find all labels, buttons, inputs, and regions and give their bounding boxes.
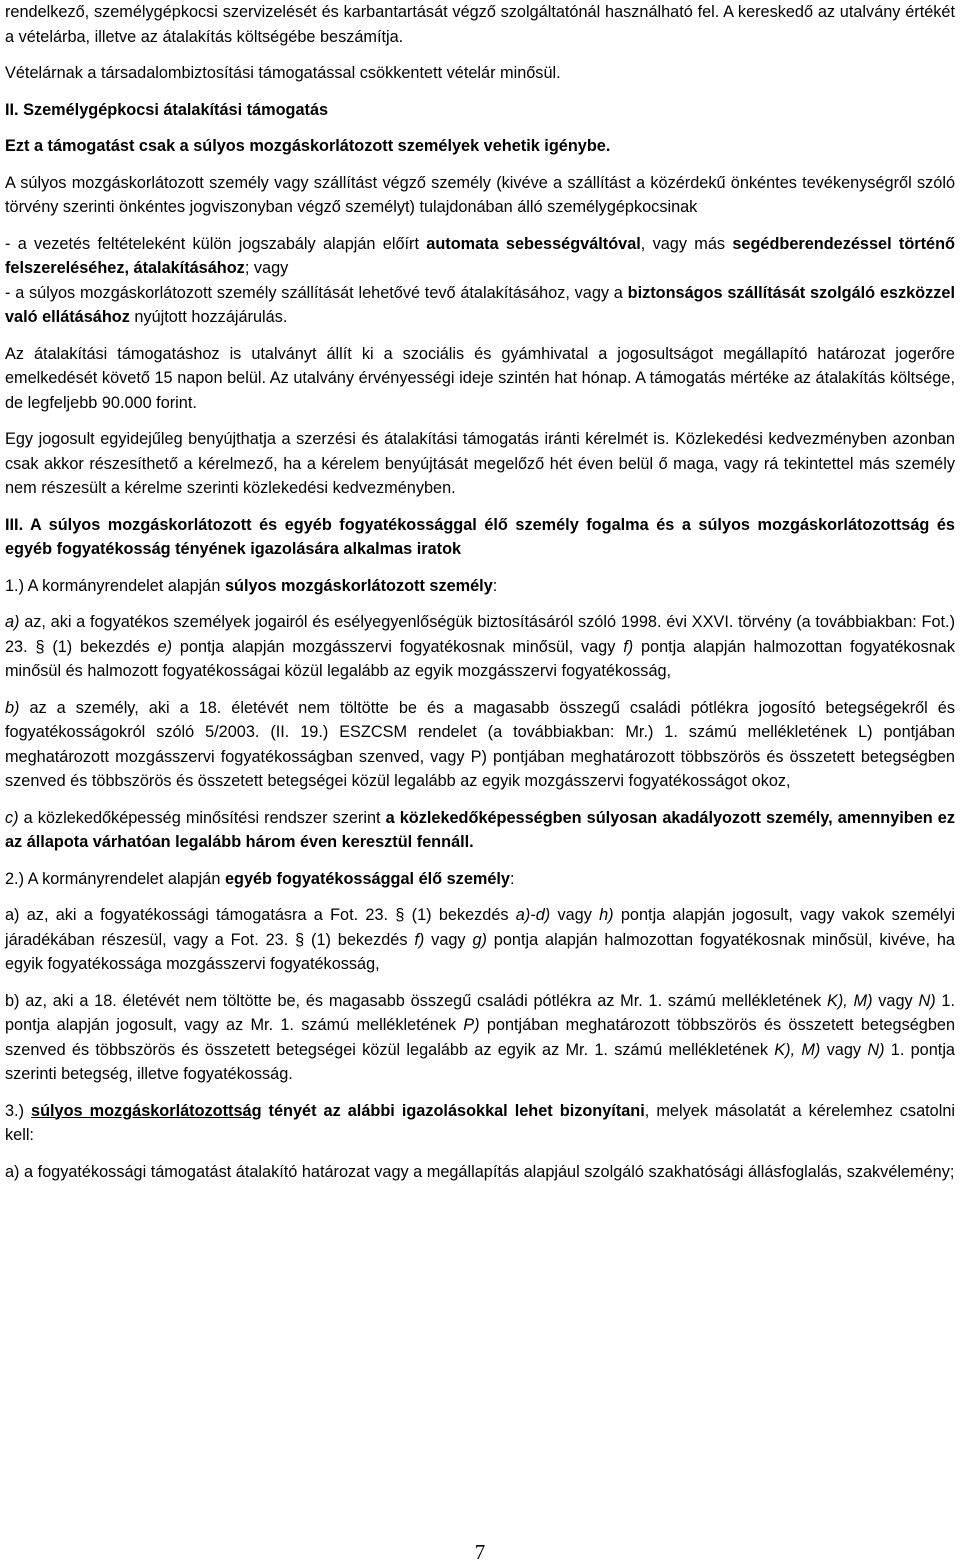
section-2-heading: II. Személygépkocsi átalakítási támogatás bbox=[5, 100, 329, 119]
item-1-heading: 1.) A kormányrendelet alapján súlyos mozgáskorlátozott személy: bbox=[5, 576, 498, 595]
item-2-b: b) az, aki a 18. életévét nem töltötte be, és magasabb összegű családi pótlékra az Mr. 1. számú mellékletének K), M) vagy N) 1. pontja alapján jogosult, vagy az Mr. 1. számú mellékletének P) pontjában meghatározott többszörös és összetett betegségben szenved és többszörös és összetett betegségei közül legalább az egyik az Mr. 1. számú mellékletének K), M) vagy N) 1. pontja szerinti betegség, illetve fogyatékosság. bbox=[5, 991, 955, 1083]
item-1-a: a) az, aki a fogyatékos személyek jogairól és esélyegyenlőségük biztosításáról szóló 1998. évi XXVI. törvény (a továbbiakban: Fot.) 23. § (1) bekezdés e) pontja alapján mozgásszervi fogyatékosnak minősül, vagy f) pontja alapján halmozottan fogyatékosnak minősül és halmozott fogyatékosságai közül legalább az egyik mozgásszervi fogyatékosság, bbox=[5, 613, 955, 680]
item-3-heading: 3.) súlyos mozgáskorlátozottság tényét az alábbi igazolásokkal lehet bizonyítani, melyek másolatát a kérelemhez csatolni kell: bbox=[5, 1101, 955, 1144]
section-2-bullet-2: - a súlyos mozgáskorlátozott személy szállítását lehetővé tevő átalakításához, vagy a biztonságos szállítását szolgáló eszközzel való ellátásához nyújtott hozzájárulás. bbox=[5, 283, 955, 326]
intro-paragraph-2: Vételárnak a társadalombiztosítási támogatással csökkentett vételár minősül. bbox=[5, 64, 561, 82]
section-3-heading: III. A súlyos mozgáskorlátozott és egyéb fogyatékossággal élő személy fogalma és a súlyos mozgáskorlátozottság és egyéb fogyatékosság tényének igazolására alkalmas iratok bbox=[5, 515, 955, 558]
item-2-a: a) az, aki a fogyatékossági támogatásra a Fot. 23. § (1) bekezdés a)-d) vagy h) pontja alapján jogosult, vagy vakok személyi járadékában részesül, vagy a Fot. 23. § (1) bekezdés f) vagy g) pontja alapján halmozottan fogyatékosnak minősül, kivéve, ha egyik fogyatékossága mozgásszervi fogyatékosság, bbox=[5, 906, 955, 973]
section-2-bullet-1: - a vezetés feltételeként külön jogszabály alapján előírt automata sebességváltóval, vagy más segédberendezéssel történő felszereléséhez, átalakításához; vagy bbox=[5, 234, 955, 277]
section-2-subheading: Ezt a támogatást csak a súlyos mozgáskorlátozott személyek vehetik igénybe. bbox=[5, 137, 611, 155]
item-1-c: c) a közlekedőképesség minősítési rendszer szerint a közlekedőképességben súlyosan akadályozott személy, amennyiben ez az állapota várhatóan legalább három éven keresztül fennáll. bbox=[5, 808, 955, 851]
page-number: 7 bbox=[474, 1540, 486, 1564]
document-page bbox=[5, 0, 955, 1184]
item-3-a: a) a fogyatékossági támogatást átalakító határozat vagy a megállapítás alapjául szolgáló szakhatósági állásfoglalás, szakvélemény; bbox=[5, 1162, 955, 1181]
intro-paragraph: rendelkező, személygépkocsi szervizelését és karbantartását végző szolgáltatónál használható fel. A kereskedő az utalvány értékét a vételárba, illetve az átalakítás költségébe beszámítja. bbox=[5, 3, 955, 46]
section-2-paragraph-1: A súlyos mozgáskorlátozott személy vagy szállítást végző személy (kivéve a szállítást a közérdekű önkéntes tevékenységről szóló törvény szerinti önkéntes jogviszonyban végző személyt) tulajdonában álló személygépkocsinak bbox=[5, 173, 955, 216]
item-2-heading: 2.) A kormányrendelet alapján egyéb fogyatékossággal élő személy: bbox=[5, 869, 515, 888]
item-1-b: b) az a személy, aki a 18. életévét nem töltötte be és a magasabb összegű családi pótlékra jogosító betegségekről és fogyatékosságokról szóló 5/2003. (II. 19.) ESZCSM rendelet (a továbbiakban: Mr.) 1. számú mellékletének L) pontjában meghatározott mozgásszervi fogyatékosságban szenved, vagy P) pontjában meghatározott többszörös és összetett betegségben szenved és többszörös és összetett betegségei közül legalább az egyik mozgásszervi fogyatékosságot okoz, bbox=[5, 698, 955, 790]
section-2-paragraph-3: Egy jogosult egyidejűleg benyújthatja a szerzési és átalakítási támogatás iránti kérelmét is. Közlekedési kedvezményben azonban csak akkor részesíthető a kérelmező, ha a kérelem benyújtását megelőző hét éven belül ő maga, vagy rá tekintettel más személy nem részesült a kérelme szerinti közlekedési kedvezményben. bbox=[5, 430, 955, 497]
section-2-paragraph-2: Az átalakítási támogatáshoz is utalványt állít ki a szociális és gyámhivatal a jogosultságot megállapító határozat jogerőre emelkedését követő 15 napon belül. Az utalvány érvényességi ideje szintén hat hónap. A támogatás mértéke az átalakítás költsége, de legfeljebb 90.000 forint. bbox=[5, 344, 955, 412]
